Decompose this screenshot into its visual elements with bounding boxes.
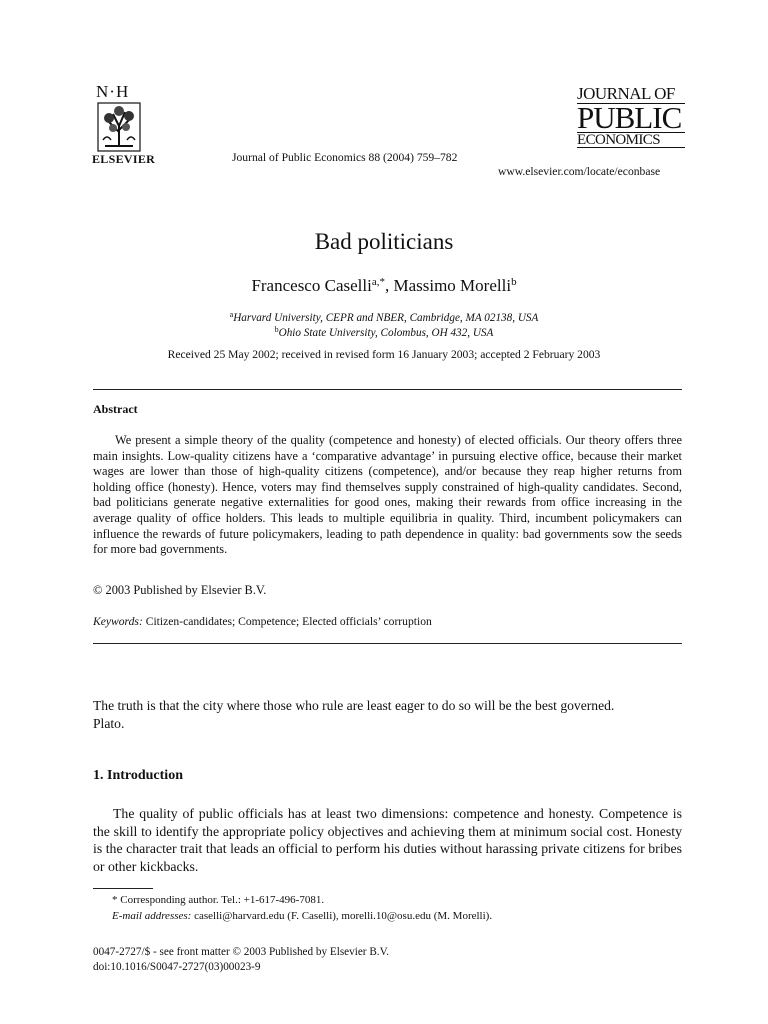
epigraph <box>93 697 682 733</box>
front-matter-line: 0047-2727/$ - see front matter © 2003 Published by Elsevier B.V. <box>93 946 390 958</box>
author-name: Massimo Morelli <box>393 276 512 295</box>
author-affiliation-mark[interactable]: a,* <box>371 276 385 288</box>
elsevier-tree-icon <box>97 102 141 152</box>
affiliation-mark: b <box>274 325 279 334</box>
abstract-text: We present a simple theory of the quality (competence and honesty) of elected officials. Our theory offers three main insights. Low-quality citizens have a ‘comparative advantage’ in pursuing elective office, because their market wages are lower than those of high-quality citizens (competence), and/or because they reap higher returns from holding office (honesty). Hence, voters may find themselves supply constrained of high-quality candidates. Second, bad politicians generate negative externalities for good ones, making their rewards from office increasing in the average quality of office holders. This leads to multiple equilibria in quality. Third, incumbent policymakers can influence the rewards of future policymakers, leading to path dependence in quality: bad governments sow the seeds for more bad governments. <box>93 433 682 557</box>
email-addresses[interactable]: caselli@harvard.edu (F. Caselli), morelli.10@osu.edu (M. Morelli). <box>191 910 493 922</box>
author-list <box>0 276 768 296</box>
journal-logo-line2: PUBLIC <box>577 100 682 135</box>
epigraph-source: Plato. <box>93 716 125 731</box>
journal-url[interactable]: www.elsevier.com/locate/econbase <box>498 165 661 178</box>
affiliation <box>0 310 768 324</box>
affiliation <box>0 325 768 339</box>
journal-logo-line1: JOURNAL OF <box>577 86 685 104</box>
affiliation-text: Harvard University, CEPR and NBER, Cambridge, MA 02138, USA <box>233 312 539 324</box>
journal-logo <box>577 86 685 148</box>
doi[interactable]: doi:10.1016/S0047-2727(03)00023-9 <box>93 961 261 973</box>
publisher-monogram: N·H <box>96 82 130 101</box>
epigraph-quote: The truth is that the city where those who rule are least eager to do so will be the best governed. <box>93 698 615 713</box>
abstract-heading: Abstract <box>93 402 138 416</box>
affiliation-text: Ohio State University, Colombus, OH 432, USA <box>278 327 494 339</box>
footnote-emails <box>112 910 492 922</box>
email-label: E-mail addresses: <box>112 910 192 922</box>
footnote-divider <box>93 888 153 889</box>
affiliation-mark: a <box>229 310 234 319</box>
author-name: Francesco Caselli <box>251 276 372 295</box>
divider <box>93 389 682 390</box>
received-dates: Received 25 May 2002; received in revised form 16 January 2003; accepted 2 February 2003 <box>167 348 601 361</box>
keywords-label: Keywords: <box>93 615 143 628</box>
keywords-list: Citizen-candidates; Competence; Elected officials’ corruption <box>145 615 432 628</box>
author-separator: , <box>384 276 394 295</box>
keywords <box>93 615 432 628</box>
publisher-name: ELSEVIER <box>92 152 156 166</box>
copyright-notice: © 2003 Published by Elsevier B.V. <box>93 583 267 597</box>
author-affiliation-mark[interactable]: b <box>511 276 517 288</box>
journal-logo-line3: ECONOMICS <box>577 132 685 148</box>
divider <box>93 643 682 644</box>
intro-paragraph: The quality of public officials has at least two dimensions: competence and honesty. Competence is the skill to identify the appropriate policy objectives and achieving them at minimum social cost. Honesty is the character trait that leads an official to perform his duties without harassing private citizens for bribes or other kickbacks. <box>93 806 682 874</box>
article-title: Bad politicians <box>314 229 454 254</box>
publisher-logo <box>92 82 154 164</box>
footnote-corresponding: * Corresponding author. Tel.: +1-617-496-7081. <box>112 894 325 906</box>
section-heading: 1. Introduction <box>93 768 183 783</box>
journal-citation: Journal of Public Economics 88 (2004) 759–782 <box>232 151 458 164</box>
